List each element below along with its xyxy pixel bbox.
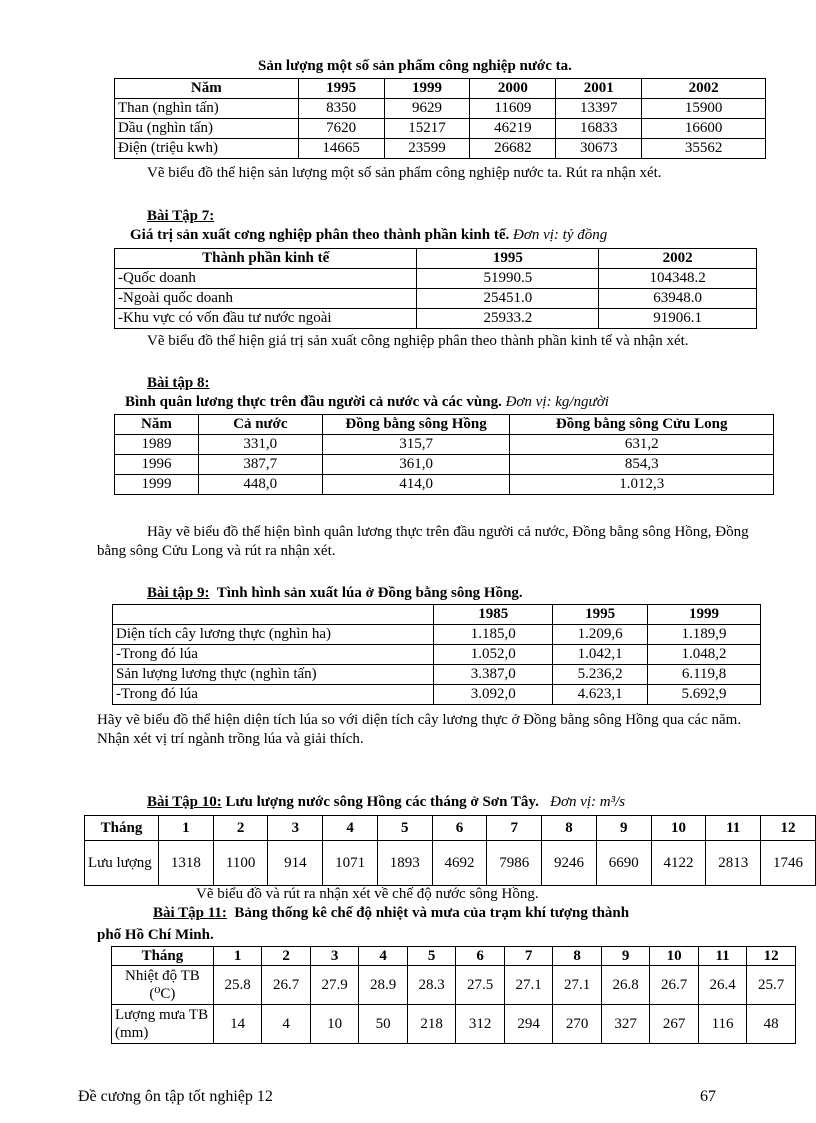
b9-title: Tình hình sản xuất lúa ở Đồng bằng sông Hồng. — [216, 585, 523, 601]
t1-cell: 15217 — [384, 119, 470, 139]
b10-month: 9 — [596, 816, 651, 841]
b7-cell: -Quốc doanh — [115, 269, 417, 289]
t1-cell: Than (nghìn tấn) — [115, 99, 299, 119]
b10-month-row — [85, 816, 816, 841]
b8-heading: Bài tập 8: — [147, 375, 210, 391]
b8-col-header: Đồng bằng sông Cửu Long — [510, 415, 774, 435]
b10-task: Vẽ biểu đồ và rút ra nhận xét về chế độ nước sông Hồng. — [196, 886, 539, 902]
b11-temp-value: 26.4 — [698, 966, 747, 1005]
b10-month: 6 — [432, 816, 487, 841]
b8-cell: 631,2 — [510, 435, 774, 455]
b10-table — [84, 815, 816, 886]
b7-table-row — [115, 269, 757, 289]
b11-rain-value: 48 — [747, 1005, 796, 1044]
b10-month: 2 — [213, 816, 268, 841]
b10-value: 1746 — [761, 841, 816, 886]
b9-cell: 1.042,1 — [553, 645, 648, 665]
b11-rain-value: 294 — [504, 1005, 553, 1044]
b10-title: Lưu lượng nước sông Hồng các tháng ở Sơn Tây. — [225, 794, 539, 810]
b11-month-row — [112, 947, 796, 966]
b7-title-line — [130, 227, 607, 244]
b11-title-1: Bảng thống kê chế độ nhiệt và mưa của trạm khí tượng thành — [234, 905, 630, 921]
b7-cell: 51990.5 — [417, 269, 599, 289]
b7-task: Vẽ biểu đồ thể hiện giá trị sản xuất công nghiệp phân theo thành phần kinh tế và nhận xét. — [147, 333, 689, 349]
b10-month: 5 — [377, 816, 432, 841]
t1-col-header: Năm — [115, 79, 299, 99]
t1-table-row — [115, 139, 766, 159]
b11-temp-value: 27.9 — [310, 966, 359, 1005]
b10-heading: Bài Tập 10: — [147, 794, 222, 810]
b9-table-row — [113, 665, 761, 685]
t1-col-header: 2002 — [642, 79, 766, 99]
footer-text: Đề cương ôn tập tốt nghiệp 12 — [78, 1088, 273, 1105]
b9-heading: Bài tập 9: — [147, 585, 210, 601]
b10-value: 4122 — [651, 841, 706, 886]
b9-table-row — [113, 645, 761, 665]
b8-cell: 854,3 — [510, 455, 774, 475]
b8-task: Hãy vẽ biểu đồ thể hiện bình quân lương thực trên đầu người cả nước, Đồng bằng sông Hồng, Đồng bằng sông Cửu Long và rút ra nhận xét. — [97, 524, 749, 559]
t1-col-header: 2001 — [556, 79, 642, 99]
b9-table-row — [113, 685, 761, 705]
t1-cell: 46219 — [470, 119, 556, 139]
b11-rain-value: 270 — [553, 1005, 602, 1044]
b9-cell: 1.189,9 — [648, 625, 761, 645]
b10-value: 1318 — [159, 841, 214, 886]
b8-header-row — [115, 415, 774, 435]
b11-month: 5 — [407, 947, 456, 966]
t1-cell: 16600 — [642, 119, 766, 139]
b11-temp-value: 26.7 — [262, 966, 311, 1005]
b11-month: 12 — [747, 947, 796, 966]
b8-table-row — [115, 475, 774, 495]
b11-temp-value: 27.1 — [553, 966, 602, 1005]
b7-cell: 25933.2 — [417, 309, 599, 329]
b11-month: 2 — [262, 947, 311, 966]
b9-task: Hãy vẽ biểu đồ thể hiện diện tích lúa so với diện tích cây lương thực ở Đồng bằng sông Hồng qua các năm. Nhận xét vị trí ngành trồng lúa và giải thích. — [97, 712, 742, 747]
t1-cell: 7620 — [298, 119, 384, 139]
b10-month: 11 — [706, 816, 761, 841]
b11-rain-value: 327 — [601, 1005, 650, 1044]
b9-cell: 1.185,0 — [434, 625, 553, 645]
b7-title: Giá trị sản xuất cơng nghiệp phân theo thành phần kinh tế. — [130, 227, 510, 243]
b11-rain-value: 14 — [213, 1005, 262, 1044]
b10-month: 4 — [323, 816, 378, 841]
b11-temp-label: Nhiệt độ TB (⁰C) — [112, 966, 214, 1005]
b8-col-header: Năm — [115, 415, 199, 435]
b11-rain-value: 10 — [310, 1005, 359, 1044]
b8-unit: Đơn vị: kg/người — [505, 394, 609, 410]
b11-month: 7 — [504, 947, 553, 966]
b9-header-row — [113, 605, 761, 625]
b11-heading: Bài Tập 11: — [153, 905, 227, 921]
b7-table-row — [115, 309, 757, 329]
b11-rain-label: Lượng mưa TB (mm) — [112, 1005, 214, 1044]
t1-col-header: 1995 — [298, 79, 384, 99]
b10-value: 7986 — [487, 841, 542, 886]
b7-cell: -Khu vực có vốn đầu tư nước ngoài — [115, 309, 417, 329]
t1-cell: 15900 — [642, 99, 766, 119]
t1-cell: 8350 — [298, 99, 384, 119]
b11-title-line — [153, 905, 629, 922]
b8-cell: 315,7 — [322, 435, 510, 455]
b8-cell: 387,7 — [198, 455, 322, 475]
b9-cell: Sản lượng lương thực (nghìn tấn) — [113, 665, 434, 685]
b11-rain-value: 116 — [698, 1005, 747, 1044]
b7-col-header: 1995 — [417, 249, 599, 269]
b7-cell: 25451.0 — [417, 289, 599, 309]
t1-cell: 9629 — [384, 99, 470, 119]
t1-col-header: 1999 — [384, 79, 470, 99]
b11-month-label: Tháng — [112, 947, 214, 966]
t1-cell: 26682 — [470, 139, 556, 159]
b10-month: 8 — [542, 816, 597, 841]
b10-value: 1893 — [377, 841, 432, 886]
t1-cell: 35562 — [642, 139, 766, 159]
b11-table — [111, 946, 796, 1044]
b11-month: 6 — [456, 947, 505, 966]
b9-cell: 3.092,0 — [434, 685, 553, 705]
b9-col-header: 1995 — [553, 605, 648, 625]
b7-table-row — [115, 289, 757, 309]
b11-temp-value: 25.8 — [213, 966, 262, 1005]
t1-cell: 14665 — [298, 139, 384, 159]
b11-month: 3 — [310, 947, 359, 966]
t1-header-row — [115, 79, 766, 99]
b8-cell: 361,0 — [322, 455, 510, 475]
b11-temp-row — [112, 966, 796, 1005]
b10-month: 12 — [761, 816, 816, 841]
b7-cell: 91906.1 — [599, 309, 757, 329]
b10-month: 3 — [268, 816, 323, 841]
b8-col-header: Cả nước — [198, 415, 322, 435]
b9-cell: 1.209,6 — [553, 625, 648, 645]
b9-cell: 4.623,1 — [553, 685, 648, 705]
b11-temp-value: 26.7 — [650, 966, 699, 1005]
t1-title: Sản lượng một số sản phẩm công nghiệp nước ta. — [258, 58, 572, 74]
t1-cell: Điện (triệu kwh) — [115, 139, 299, 159]
b8-title-line — [125, 394, 609, 411]
b9-cell: 1.048,2 — [648, 645, 761, 665]
b11-temp-value: 25.7 — [747, 966, 796, 1005]
b11-rain-value: 312 — [456, 1005, 505, 1044]
b10-month: 7 — [487, 816, 542, 841]
b9-col-header: 1985 — [434, 605, 553, 625]
b7-unit: Đơn vị: tỷ đồng — [513, 227, 608, 243]
b7-cell: 104348.2 — [599, 269, 757, 289]
b11-month: 8 — [553, 947, 602, 966]
t1-cell: 23599 — [384, 139, 470, 159]
t1-cell: 13397 — [556, 99, 642, 119]
b10-title-line — [147, 794, 625, 811]
b7-col-header: 2002 — [599, 249, 757, 269]
b10-month-label: Tháng — [85, 816, 159, 841]
b10-month: 1 — [159, 816, 214, 841]
b9-cell: -Trong đó lúa — [113, 645, 434, 665]
b11-rain-row — [112, 1005, 796, 1044]
b10-value-row — [85, 841, 816, 886]
b8-cell: 1996 — [115, 455, 199, 475]
t1-cell: 30673 — [556, 139, 642, 159]
b11-rain-value: 218 — [407, 1005, 456, 1044]
b9-cell: Diện tích cây lương thực (nghìn ha) — [113, 625, 434, 645]
b9-cell: -Trong đó lúa — [113, 685, 434, 705]
b10-value: 6690 — [596, 841, 651, 886]
b8-cell: 414,0 — [322, 475, 510, 495]
t1-table-row — [115, 119, 766, 139]
b9-cell: 1.052,0 — [434, 645, 553, 665]
t1-table-row — [115, 99, 766, 119]
b9-cell: 6.119,8 — [648, 665, 761, 685]
b8-cell: 1999 — [115, 475, 199, 495]
b11-month: 10 — [650, 947, 699, 966]
b11-month: 1 — [213, 947, 262, 966]
t1-col-header: 2000 — [470, 79, 556, 99]
b8-title: Bình quân lương thực trên đầu người cả nước và các vùng. — [125, 394, 502, 410]
b8-table-row — [115, 435, 774, 455]
page-number: 67 — [700, 1088, 716, 1105]
t1-cell: 11609 — [470, 99, 556, 119]
b10-value: 1071 — [323, 841, 378, 886]
b9-table — [112, 604, 761, 705]
b11-rain-value: 267 — [650, 1005, 699, 1044]
b11-month: 11 — [698, 947, 747, 966]
b8-cell: 1.012,3 — [510, 475, 774, 495]
b9-title-line — [147, 585, 523, 602]
b10-value: 914 — [268, 841, 323, 886]
b11-temp-value: 26.8 — [601, 966, 650, 1005]
b11-temp-value: 28.9 — [359, 966, 408, 1005]
b9-col-header — [113, 605, 434, 625]
b9-cell: 3.387,0 — [434, 665, 553, 685]
b7-cell: 63948.0 — [599, 289, 757, 309]
b8-cell: 331,0 — [198, 435, 322, 455]
b10-row-label: Lưu lượng — [85, 841, 159, 886]
b11-rain-value: 50 — [359, 1005, 408, 1044]
b7-heading: Bài Tập 7: — [147, 208, 215, 224]
b7-header-row — [115, 249, 757, 269]
b8-col-header: Đồng bằng sông Hồng — [322, 415, 510, 435]
b9-col-header: 1999 — [648, 605, 761, 625]
b10-unit: Đơn vị: m³/s — [550, 794, 626, 810]
b8-cell: 448,0 — [198, 475, 322, 495]
b8-table — [114, 414, 774, 495]
t1-task: Vẽ biểu đồ thể hiện sản lượng một số sản phẩm công nghiệp nước ta. Rút ra nhận xét. — [147, 165, 662, 181]
b7-col-header: Thành phần kinh tế — [115, 249, 417, 269]
b11-temp-value: 28.3 — [407, 966, 456, 1005]
b9-table-row — [113, 625, 761, 645]
b11-rain-value: 4 — [262, 1005, 311, 1044]
b10-value: 4692 — [432, 841, 487, 886]
b9-cell: 5.236,2 — [553, 665, 648, 685]
b7-table — [114, 248, 757, 329]
b7-cell: -Ngoài quốc doanh — [115, 289, 417, 309]
b10-value: 1100 — [213, 841, 268, 886]
b11-title-2: phố Hồ Chí Minh. — [97, 927, 214, 943]
t1-cell: Dầu (nghìn tấn) — [115, 119, 299, 139]
b11-temp-value: 27.1 — [504, 966, 553, 1005]
b8-cell: 1989 — [115, 435, 199, 455]
b8-table-row — [115, 455, 774, 475]
b11-temp-value: 27.5 — [456, 966, 505, 1005]
t1-cell: 16833 — [556, 119, 642, 139]
b10-value: 9246 — [542, 841, 597, 886]
b11-month: 4 — [359, 947, 408, 966]
b10-month: 10 — [651, 816, 706, 841]
t1-table — [114, 78, 766, 159]
b9-cell: 5.692,9 — [648, 685, 761, 705]
b10-value: 2813 — [706, 841, 761, 886]
b11-month: 9 — [601, 947, 650, 966]
